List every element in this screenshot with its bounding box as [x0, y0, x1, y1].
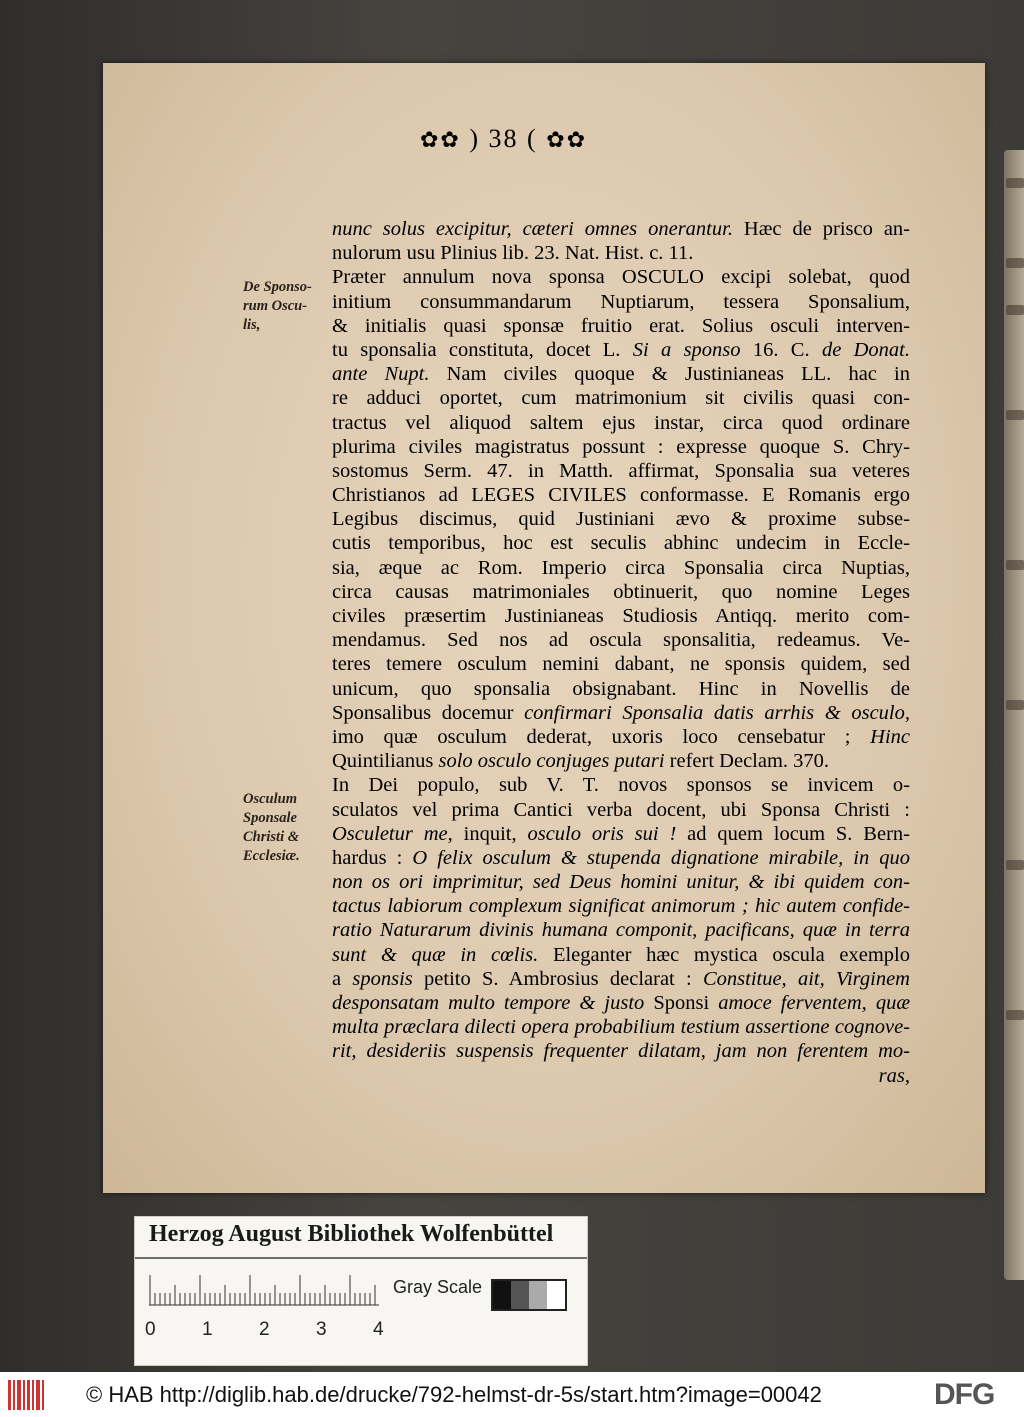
adjacent-page-text-fragment [1006, 700, 1024, 710]
margin-note-line: Osculum [243, 791, 297, 807]
roman-text: plurima civiles magistratus possunt : expresse quoque S. Chry- [332, 435, 910, 458]
adjacent-page-text-fragment [1006, 258, 1024, 268]
text-line [332, 580, 910, 604]
margin-note-line: rum Oscu- [243, 298, 308, 314]
roman-text: & initialis quasi sponsæ fruitio erat. Solius osculi interven- [332, 314, 910, 337]
italic-text: Hinc [870, 725, 910, 748]
roman-text: Legibus discimus, quid Justiniani ævo & proxime subse- [332, 508, 910, 531]
text-line [332, 241, 910, 265]
roman-text: initium consummandarum Nuptiarum, tessera Sponsalium, [332, 290, 910, 313]
text-line [332, 822, 910, 846]
italic-text: Si a sponso [632, 338, 741, 361]
italic-text: rit, desideriis suspensis frequenter dilatam, jam non ferentem mo- [332, 1040, 910, 1063]
ruler-number: 3 [316, 1319, 327, 1340]
adjacent-page-text-fragment [1006, 860, 1024, 870]
ruler-number: 2 [259, 1319, 270, 1340]
roman-text: sculatos vel prima Cantici verba docent, ubi Sponsa Christi : [332, 798, 910, 821]
italic-text: ras, [878, 1064, 910, 1087]
roman-text: civiles præsertim Justinianeas Studiosis Antiqq. merito com- [332, 605, 910, 627]
italic-text: de Donat. [821, 338, 910, 361]
flower-ornament-icon: ✿✿ [546, 127, 588, 152]
text-line [332, 459, 910, 483]
adjacent-page-text-fragment [1006, 305, 1024, 315]
library-label-card [134, 1216, 588, 1366]
roman-text: cutis temporibus, hoc est seculis abhinc undecim in Eccle- [332, 532, 910, 555]
adjacent-page-edge [1004, 150, 1024, 1280]
text-line [332, 894, 910, 918]
adjacent-page-text-fragment [1006, 410, 1024, 420]
roman-text: Christianos ad LEGES CIVILES conformasse. E Romanis ergo [332, 484, 910, 507]
roman-text: sostomus Serm. 47. in Matth. affirmat, Sponsalia sua veteres [332, 459, 910, 482]
roman-text: Quintilianus [332, 750, 439, 773]
text-line [332, 483, 910, 507]
italic-text: multa præclara dilecti opera probabilium testium assertione cognove- [332, 1016, 910, 1039]
roman-text: teres temere osculum nemini dabant, ne sponsis quidem, sed [332, 653, 910, 676]
italic-text: solo osculo conjuges putari [438, 750, 665, 773]
italic-text: desponsatam multo tempore & justo [332, 992, 645, 1014]
text-line [332, 507, 910, 531]
text-line [332, 943, 910, 967]
italic-text: confirmari Sponsalia datis arrhis & osculo, [524, 701, 910, 724]
italic-text: sunt & quæ in cœlis. [332, 943, 539, 966]
dfg-logo: DFG [934, 1378, 995, 1411]
roman-text: Præter annulum nova sponsa OSCULO excipi solebat, quod [332, 266, 910, 289]
text-line [332, 435, 910, 459]
italic-text: non os ori imprimitur, sed Deus homini unitur, & ibi quidem con- [332, 871, 910, 894]
roman-text: 16. C. [740, 338, 822, 361]
gray-swatch [511, 1281, 529, 1309]
roman-text: imo quæ osculum dederat, uxoris loco censebatur ; [332, 725, 871, 748]
margin-note-de-sponsorum-osculis [243, 278, 331, 335]
roman-text: circa causas matrimoniales obtinuerit, quo nomine Leges [332, 580, 910, 603]
text-line [332, 362, 910, 386]
roman-text: Hæc de prisco an- [732, 218, 910, 240]
italic-text: ratio Naturarum divinis humana componit, pacificans, quæ in terra [332, 919, 910, 942]
margin-note-line: Ecclesiæ. [243, 848, 300, 864]
page-header: ✿✿ ) 38 ( ✿✿ [420, 124, 588, 153]
roman-text: a [332, 967, 353, 990]
text-line [332, 773, 910, 797]
roman-text: tu sponsalia constituta, docet L. [332, 338, 633, 361]
roman-text: inquit, [452, 822, 528, 845]
italic-text: osculo oris sui ! [527, 822, 677, 845]
margin-note-line: Sponsale [243, 810, 297, 826]
gray-scale-label: Gray Scale [393, 1277, 483, 1297]
text-line [332, 798, 910, 822]
flower-ornament-icon: ✿✿ [420, 127, 461, 152]
text-line [332, 701, 910, 725]
roman-text: Eleganter hæc mystica oscula exemplo [538, 943, 910, 966]
italic-text: ante Nupt. [332, 363, 430, 386]
ruler-number: 4 [373, 1319, 384, 1340]
gray-swatch [529, 1281, 547, 1309]
library-name: Herzog August Bibliothek Wolfenbüttel [149, 1221, 554, 1247]
italic-text: tactus labiorum complexum significat animorum ; hic autem confide- [332, 895, 910, 918]
text-line [332, 1015, 910, 1039]
text-line [332, 531, 910, 555]
roman-text: Sponsalibus docemur [332, 701, 525, 724]
margin-note-osculum-sponsale [243, 790, 331, 866]
text-line [332, 338, 910, 362]
roman-text: Sponsi [644, 992, 719, 1014]
roman-text: nulorum usu Plinius lib. 23. Nat. Hist. c. 11. [332, 242, 694, 265]
footer-url-link[interactable]: © HAB http://diglib.hab.de/drucke/792-helmst-dr-5s/start.htm?image=00042 [86, 1382, 822, 1407]
text-line [332, 967, 910, 991]
text-line [332, 314, 910, 338]
roman-text: hardus : [332, 846, 413, 869]
ruler-number: 1 [202, 1319, 213, 1340]
text-line [332, 628, 910, 652]
italic-text: sponsis [352, 967, 413, 990]
text-line [332, 918, 910, 942]
text-line [332, 217, 910, 241]
roman-text: refert Declam. 370. [664, 750, 830, 773]
adjacent-page-text-fragment [1006, 560, 1024, 570]
text-line [332, 386, 910, 410]
roman-text: Nam civiles quoque & Justinianeas LL. hac in [429, 363, 910, 386]
footer-bar [0, 1372, 1024, 1417]
margin-note-line: lis, [243, 317, 261, 333]
text-line [332, 1039, 910, 1063]
italic-text: O felix osculum & stupenda dignatione mirabile, in quo [412, 846, 910, 869]
barcode-icon [8, 1380, 44, 1410]
text-line [332, 1064, 910, 1088]
divider [135, 1257, 587, 1259]
italic-text: nunc solus excipitur, cæteri omnes onerantur. [332, 218, 733, 240]
text-line [332, 265, 910, 289]
ruler-icon [149, 1273, 389, 1317]
roman-text: mendamus. Sed nos ad oscula sponsalitia, redeamus. Ve- [332, 629, 910, 652]
gray-swatch [547, 1281, 565, 1309]
gray-scale-swatch [491, 1279, 567, 1311]
text-line [332, 870, 910, 894]
text-line [332, 991, 910, 1015]
adjacent-page-text-fragment [1006, 178, 1024, 188]
text-line [332, 749, 910, 773]
roman-text: sia, æque ac Rom. Imperio circa Sponsalia circa Nuptias, [332, 556, 910, 579]
roman-text: re adduci oportet, cum matrimonium sit civilis quasi con- [332, 387, 910, 410]
roman-text: tractus vel aliquod saltem ejus instar, circa quod ordinare [332, 411, 910, 434]
text-line [332, 725, 910, 749]
body-text [332, 217, 910, 1088]
roman-text: In Dei populo, sub V. T. novos sponsos se invicem o- [332, 774, 910, 797]
text-line [332, 411, 910, 435]
page-number: 38 [488, 124, 519, 153]
italic-text: Osculetur me, [332, 822, 453, 845]
gray-swatch [493, 1281, 511, 1309]
roman-text: unicum, quo sponsalia obsignabant. Hinc in Novellis de [332, 677, 910, 700]
roman-text: petito S. Ambrosius declarat : [412, 967, 703, 990]
text-line [332, 652, 910, 676]
text-line [332, 604, 910, 628]
text-line [332, 677, 910, 701]
text-line [332, 556, 910, 580]
italic-text: amoce ferventem, quæ [718, 992, 910, 1014]
text-line [332, 846, 910, 870]
text-line [332, 290, 910, 314]
margin-note-line: De Sponso- [243, 279, 312, 295]
roman-text: ad quem locum S. Bern- [676, 822, 910, 845]
ruler-number: 0 [145, 1319, 156, 1340]
margin-note-line: Christi & [243, 829, 300, 845]
italic-text: Constitue, ait, Virginem [702, 967, 910, 990]
adjacent-page-text-fragment [1006, 1010, 1024, 1020]
